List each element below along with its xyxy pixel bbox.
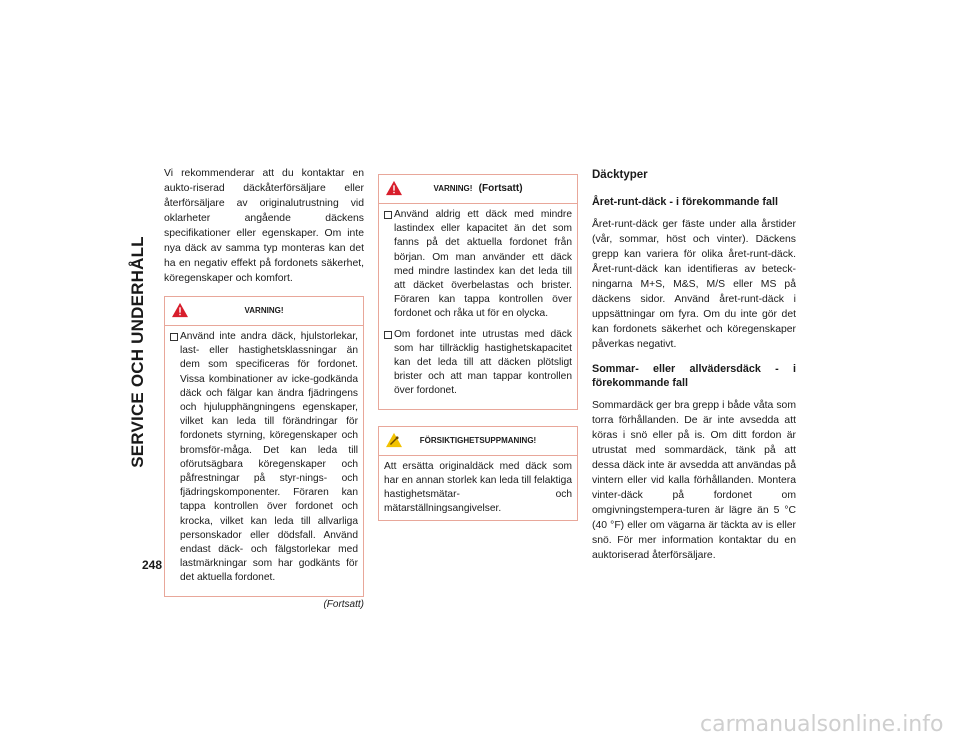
warning-box-body	[379, 204, 577, 409]
continued-label: (Fortsatt)	[323, 598, 364, 610]
warning-item	[384, 328, 572, 399]
warning-item-text: Använd inte andra däck, hjulstorlekar, last- eller hastighetsklassningar än dem som specificeras för fordonet. Vissa kombinationer av icke-godkända däck och fälgar kan ändra fjädringens och hjulupphängningens egenskaper, vilket kan leda till förändringar för fordonets styrning, köregenskaper och bromsför-måga. Det kan leda till oförutsägbara köregenskaper och påfrestningar på styr-nings- och fjädringskomponenter. Föraren kan tappa kontrollen över fordonet och krocka, vilket kan leda till allvarliga personskador eller dödsfall. Använd endast däck- och fälgstorlekar med lastmärkningar som har godkänts för det aktuella fordonet.	[180, 331, 358, 584]
paragraph-all-season: Året-runt-däck ger fäste under alla årstider (vår, sommar, höst och vinter). Däckens grepp kan variera för olika året-runt-däck. Året-runt-däck kan identifieras av beteck-ningarna M+S, M&S, M/S eller MS på däckens sidor. Använd året-runt-däck i uppsättningar om fyra. Om du inte gör det kan fordonets säkerhet och köregenskaper påverkas negativt.	[592, 219, 796, 350]
warning-item	[384, 208, 572, 322]
subheading-all-season: Året-runt-däck - i förekommande fall	[592, 196, 778, 208]
warning-triangle-icon	[171, 302, 189, 318]
warning-item-text: Om fordonet inte utrustas med däck som har tillräcklig hastighetskapacitet kan det leda till att däcken plötsligt brister och att man tappar kontrollen över fordonet.	[394, 328, 572, 397]
caution-box-body	[379, 456, 577, 521]
warning-continued: (Fortsatt)	[478, 183, 523, 194]
warning-triangle-icon	[385, 180, 403, 196]
warning-box-body	[165, 326, 363, 596]
caution-triangle-icon	[385, 432, 403, 448]
warning-title: VARNING!	[433, 184, 473, 193]
warning-box-header	[379, 175, 577, 204]
paragraph-summer: Sommardäck ger bra grepp i både våta som torra förhållanden. De är inte avsedda att köras i snö eller på is. Om ditt fordon är utrustat med sommardäck, tänk på att dessa däck inte är avsedda att användas på vintern eller vid kalla förhållanden. Montera vinter-däck på fordonet om omgivningstempera-turen är lägre än 5 °C (40 °F) eller om vägarna är täckta av is eller snö. För mer information kontaktar du en auktoriserad återförsäljare.	[592, 400, 796, 561]
warning-item	[170, 330, 358, 586]
caution-box-header	[379, 427, 577, 456]
caution-text: Att ersätta originaldäck med däck som har en annan storlek kan leda till felaktiga hastighetsmätar- och mätarställningsangivelser.	[384, 460, 572, 515]
caution-box	[378, 426, 578, 522]
column-2	[378, 166, 578, 521]
page-number: 248	[142, 558, 163, 572]
section-heading: Däcktyper	[592, 169, 648, 181]
subheading-summer: Sommar- eller allvädersdäck - i förekommande fall	[592, 363, 796, 389]
column-3	[592, 166, 796, 573]
checkbox-bullet-icon	[170, 333, 178, 341]
intro-paragraph: Vi rekommenderar att du kontaktar en aukto-riserad däckåterförsäljare eller återförsäljare av originalutrustning vid oklarheter angående däckens specifikationer eller egenskaper. Om inte nya däck av samma typ monteras kan det ha en negativ effekt på fordonets säkerhet, köregenskaper och komfort.	[164, 168, 364, 284]
column-1	[164, 166, 364, 610]
checkbox-bullet-icon	[384, 331, 392, 339]
warning-box-header	[165, 297, 363, 326]
section-tab	[118, 162, 158, 542]
warning-box-1	[164, 296, 364, 597]
warning-item-text: Använd aldrig ett däck med mindre lastindex eller kapacitet än det som fanns på det aktuella fordonet från början. Om man använder ett däck med mindre lastindex kan det leda till att däcket överbelastas och brister. Föraren kan tappa kontrollen över fordonet och råka ut för en olycka.	[394, 209, 572, 320]
watermark: carmanualsonline.info	[700, 712, 944, 737]
section-tab-label: SERVICE OCH UNDERHÅLL	[128, 236, 147, 468]
warning-title: VARNING!	[244, 306, 284, 315]
warning-box-2	[378, 174, 578, 410]
checkbox-bullet-icon	[384, 211, 392, 219]
caution-title: FÖRSIKTIGHETSUPPMANING!	[419, 435, 537, 445]
intro-text	[164, 166, 364, 286]
